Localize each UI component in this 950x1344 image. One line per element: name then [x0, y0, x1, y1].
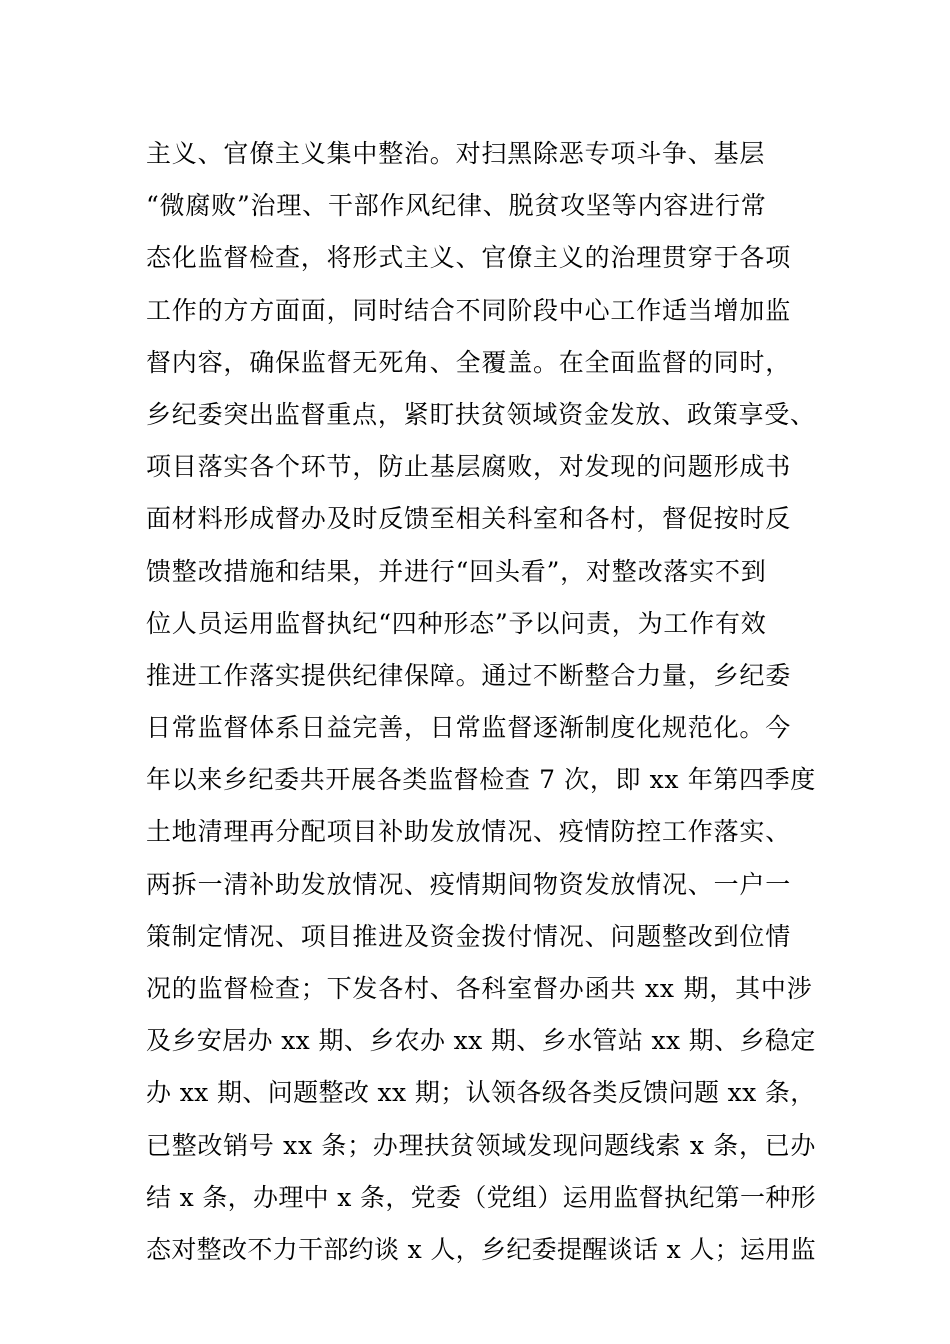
text-line: 及乡安居办 xx 期、乡农办 xx 期、乡水管站 xx 期、乡稳定 [146, 1026, 816, 1056]
text-line: 项目落实各个环节，防止基层腐败，对发现的问题形成书 [146, 452, 792, 482]
text-line: 结 x 条，办理中 x 条，党委（党组）运用监督执纪第一种形 [146, 1182, 816, 1212]
text-line: 位人员运用监督执纪“四种形态”予以问责，为工作有效 [146, 608, 767, 638]
text-line: 况的监督检查；下发各村、各科室督办函共 xx 期，其中涉 [146, 974, 813, 1003]
text-line: “微腐败”治理、干部作风纪律、脱贫攻坚等内容进行常 [146, 191, 767, 221]
text-line: 督内容，确保监督无死角、全覆盖。在全面监督的同时， [146, 347, 792, 377]
text-line: 馈整改措施和结果，并进行“回头看”，对整改落实不到 [146, 556, 767, 586]
body-paragraph [146, 128, 816, 1276]
text-line: 工作的方方面面，同时结合不同阶段中心工作适当增加监 [146, 295, 792, 325]
text-line: 办 xx 期、问题整改 xx 期；认领各级各类反馈问题 xx 条， [146, 1078, 816, 1108]
text-line: 策制定情况、项目推进及资金拨付情况、问题整改到位情 [146, 921, 792, 951]
text-line: 年以来乡纪委共开展各类监督检查 7 次，即 xx 年第四季度 [146, 765, 816, 795]
text-line: 乡纪委突出监督重点，紧盯扶贫领域资金发放、政策享受、 [146, 399, 816, 429]
text-line: 土地清理再分配项目补助发放情况、疫情防控工作落实、 [146, 817, 792, 847]
text-line: 两拆一清补助发放情况、疫情期间物资发放情况、一户一 [146, 869, 792, 899]
text-line: 日常监督体系日益完善，日常监督逐渐制度化规范化。今 [146, 713, 792, 743]
text-line: 主义、官僚主义集中整治。对扫黑除恶专项斗争、基层 [146, 139, 766, 168]
text-line: 推进工作落实提供纪律保障。通过不断整合力量，乡纪委 [146, 660, 792, 690]
text-line: 态对整改不力干部约谈 x 人，乡纪委提醒谈话 x 人；运用监 [146, 1234, 816, 1264]
text-line: 态化监督检查，将形式主义、官僚主义的治理贯穿于各项 [146, 243, 792, 273]
text-line: 已整改销号 xx 条；办理扶贫领域发现问题线索 x 条，已办 [146, 1130, 817, 1160]
text-line: 面材料形成督办及时反馈至相关科室和各村，督促按时反 [146, 504, 792, 534]
